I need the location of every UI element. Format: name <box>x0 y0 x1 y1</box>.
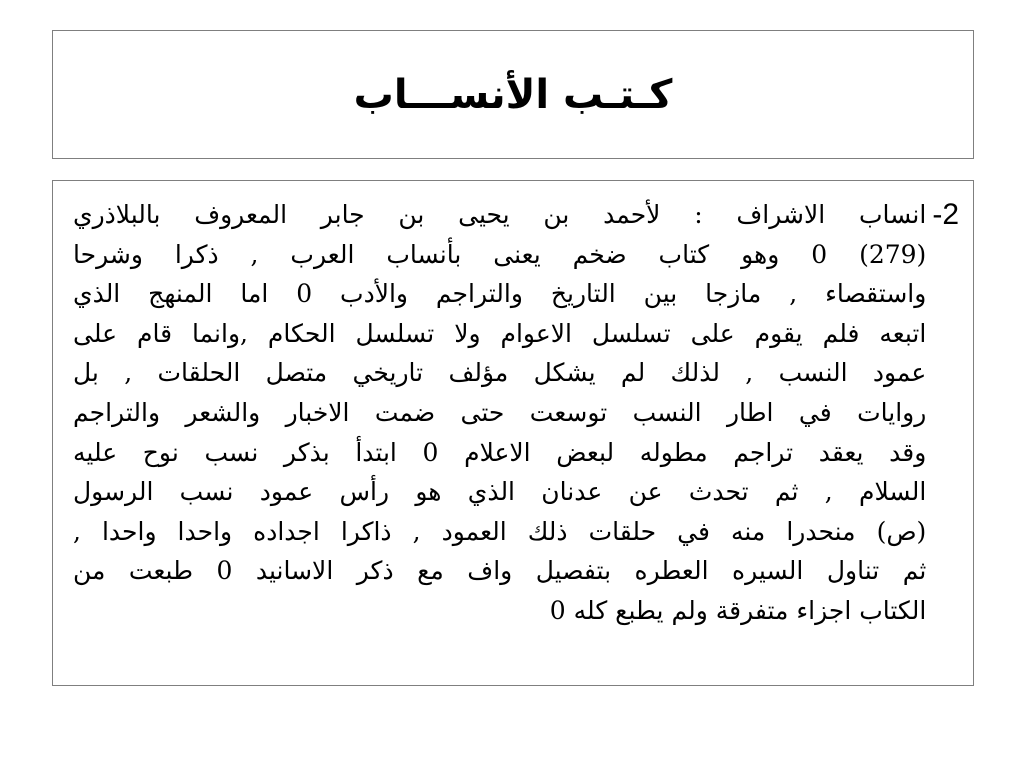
item-text <box>73 195 926 631</box>
text-line: عمود النسب , لذلك لم يشكل مؤلف تاريخي متصل الحلقات , بل <box>73 358 927 388</box>
text-line: اتبعه فلم يقوم على تسلسل الاعوام ولا تسلسل الحكام ,وانما قام على <box>73 318 927 348</box>
item-number: 2- <box>932 198 959 231</box>
text-line: الكتاب اجزاء متفرقة ولم يطبع كله 0 <box>549 595 927 625</box>
slide-title: كـتـب الأنســـاب <box>353 71 673 118</box>
text-line: انساب الاشراف : لأحمد بن يحيى بن جابر المعروف بالبلاذري <box>73 200 927 229</box>
content-box <box>52 180 974 686</box>
text-line: (279) 0 وهو كتاب ضخم يعنى بأنساب العرب , ذكرا وشرحا <box>73 239 927 269</box>
text-line: روايات في اطار النسب توسعت حتى ضمت الاخبار والشعر والتراجم <box>73 397 927 427</box>
text-line: وقد يعقد تراجم مطوله لبعض الاعلام 0 ابتدأ بذكر نسب نوح عليه <box>73 437 927 467</box>
text-line: (ص) منحدرا منه في حلقات ذلك العمود , ذاكرا اجداده واحدا واحدا , <box>73 516 927 546</box>
title-box <box>52 30 974 159</box>
text-line: السلام , ثم تحدث عن عدنان الذي هو رأس عمود نسب الرسول <box>73 477 927 507</box>
list-item <box>73 195 959 631</box>
text-line: واستقصاء , مازجا بين التاريخ والتراجم والأدب 0 اما المنهج الذي <box>73 279 927 309</box>
text-line: ثم تناول السيره العطره بتفصيل واف مع ذكر الاسانيد 0 طبعت من <box>73 556 927 586</box>
content-paragraph <box>73 195 959 631</box>
